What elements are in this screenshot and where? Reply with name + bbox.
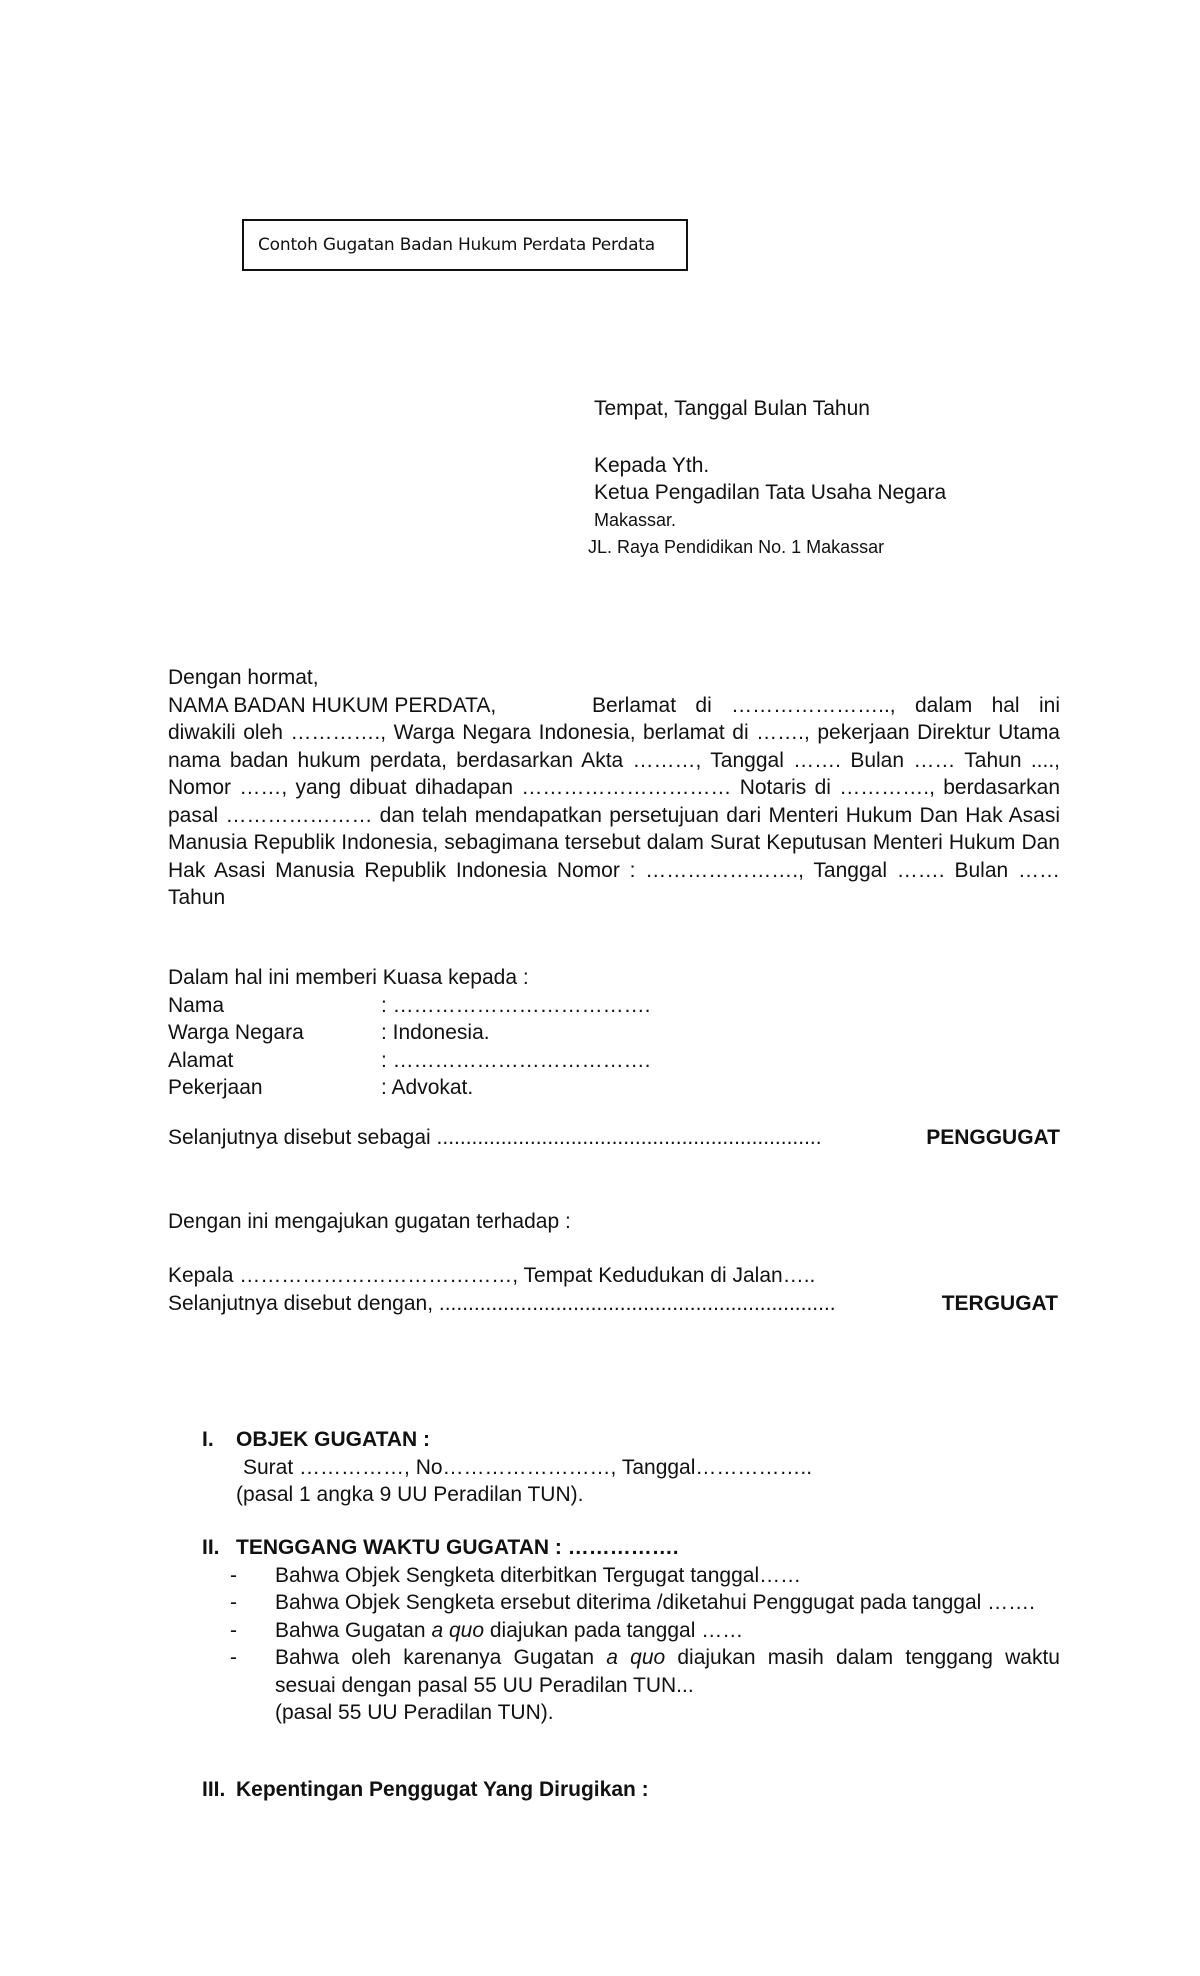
section-heading	[202, 1534, 1060, 1562]
tergugat-tag: TERGUGAT	[941, 1291, 1058, 1315]
kuasa-section	[168, 964, 1060, 1102]
gugatan-intro: Dengan ini mengajukan gugatan terhadap :	[168, 1210, 571, 1233]
list-item: - Bahwa Objek Sengketa diterbitkan Tergugat tanggal……	[230, 1563, 802, 1587]
section-heading	[202, 1426, 1060, 1454]
section-number: II.	[202, 1536, 220, 1559]
opening-first-line	[168, 692, 1060, 720]
section-heading	[202, 1776, 1060, 1804]
tergugat-text: Selanjutnya disebut dengan, ....................................................................	[168, 1291, 836, 1315]
section-title: OBJEK GUGATAN :	[236, 1428, 431, 1451]
address-recipient: Ketua Pengadilan Tata Usaha Negara	[594, 481, 947, 504]
section-kepentingan	[202, 1776, 1060, 1804]
field-value: : Indonesia.	[381, 1021, 490, 1044]
tenggang-note: (pasal 55 UU Peradilan TUN).	[275, 1701, 554, 1724]
field-value: : ……………………………….	[381, 1048, 651, 1072]
field-label: Nama	[168, 993, 225, 1017]
kuasa-field	[168, 1019, 1060, 1047]
list-item: - Bahwa Objek Sengketa ersebut diterima /diketahui Penggugat pada tanggal …….	[230, 1591, 1035, 1614]
company-name: NAMA BADAN HUKUM PERDATA,	[168, 693, 497, 717]
objek-line: (pasal 1 angka 9 UU Peradilan TUN).	[236, 1483, 584, 1506]
tergugat-line-1: Kepala …………………………………, Tempat Kedudukan di Jalan…..	[168, 1264, 816, 1287]
address-to: Kepada Yth.	[594, 454, 710, 477]
list-item: - Bahwa oleh karenanya Gugatan a quo diajukan masih dalam tenggang waktu sesuai dengan pasal 55 UU Peradilan TUN...	[230, 1646, 1060, 1697]
section-title: Kepentingan Penggugat Yang Dirugikan :	[236, 1778, 649, 1801]
section-objek-gugatan	[202, 1426, 1060, 1509]
kuasa-field	[168, 1074, 1060, 1102]
penggugat-tag: PENGGUGAT	[926, 1126, 1060, 1149]
section-number: III.	[202, 1778, 226, 1801]
field-value: : ……………………………….	[381, 993, 651, 1017]
tergugat-line-2	[168, 1290, 1060, 1318]
field-label: Warga Negara	[168, 1021, 304, 1044]
place-date: Tempat, Tanggal Bulan Tahun	[594, 397, 870, 420]
salutation: Dengan hormat,	[168, 666, 319, 689]
section-number: I.	[202, 1428, 214, 1451]
section-title: TENGGANG WAKTU GUGATAN : …………….	[236, 1536, 679, 1559]
penggugat-line	[168, 1124, 1060, 1152]
kuasa-field	[168, 1047, 1060, 1075]
field-label: Alamat	[168, 1048, 234, 1072]
company-address: Berlamat di ………………….., dalam hal ini	[592, 693, 1060, 717]
document-title-box: Contoh Gugatan Badan Hukum Perdata Perdata	[242, 219, 688, 271]
list-item: - Bahwa Gugatan a quo diajukan pada tanggal ……	[230, 1618, 744, 1642]
opening-section	[168, 664, 1060, 912]
address-street: JL. Raya Pendidikan No. 1 Makassar	[588, 537, 885, 557]
address-city: Makassar.	[594, 510, 677, 530]
bullet-list	[202, 1562, 1060, 1700]
tergugat-section	[168, 1262, 1060, 1317]
kuasa-intro: Dalam hal ini memberi Kuasa kepada :	[168, 966, 529, 989]
field-value: : Advokat.	[381, 1076, 474, 1099]
objek-line: Surat ……………, No……………………, Tanggal……………..	[243, 1455, 813, 1479]
field-label: Pekerjaan	[168, 1076, 263, 1099]
opening-paragraph: diwakili oleh …………., Warga Negara Indonesia, berlamat di ……., pekerjaan Direktur Utama nama badan hukum perdata, berdasarkan Akta ………, Tanggal ……. Bulan …… Tahun ...., Nomor ……, yang dibuat dihadapan ………………………… Notaris di …………., berdasarkan pasal ………………… dan telah mendapatkan persetujuan dari Menteri Hukum Dan Hak Asasi Manusia Republik Indonesia, sebagimana tersebut dalam Surat Keputusan Menteri Hukum Dan Hak Asasi Manusia Republik Indonesia Nomor : …………………., Tanggal ……. Bulan …… Tahun	[168, 721, 1060, 909]
penggugat-text: Selanjutnya disebut sebagai ..................................................................	[168, 1126, 822, 1149]
section-tenggang-waktu	[202, 1534, 1060, 1727]
kuasa-field	[168, 992, 1060, 1020]
